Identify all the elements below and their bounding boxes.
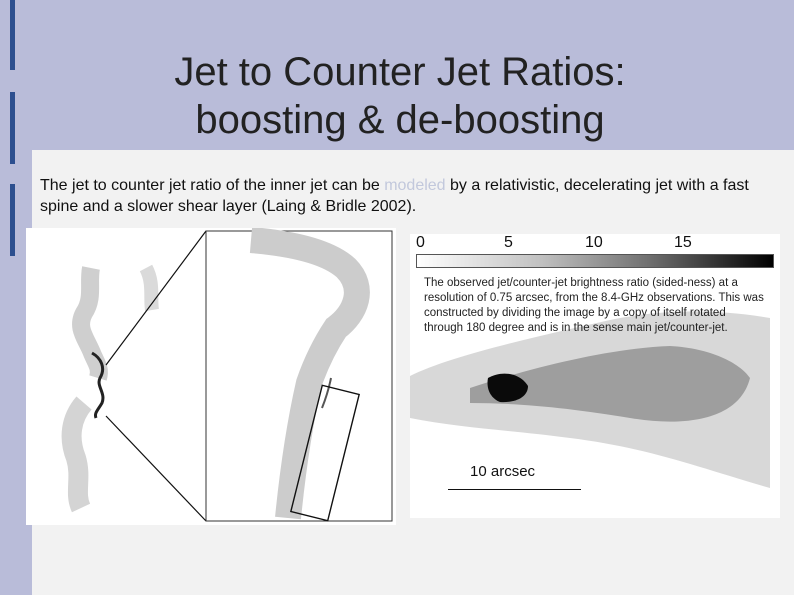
radio-jet-figure bbox=[26, 228, 396, 525]
content-area bbox=[32, 150, 794, 595]
edge-bar-middle bbox=[10, 92, 15, 164]
modeled-link[interactable]: modeled bbox=[384, 177, 446, 194]
scale-tick-10: 10 bbox=[585, 234, 603, 251]
color-scale-bar bbox=[416, 254, 774, 268]
edge-bar-bottom bbox=[10, 184, 15, 256]
radio-jet-image bbox=[26, 228, 396, 525]
body-text bbox=[40, 175, 780, 217]
scale-tick-5: 5 bbox=[504, 234, 513, 251]
sidedness-image-panel bbox=[410, 234, 780, 518]
scale-bar-line bbox=[448, 489, 581, 490]
figure-caption: The observed jet/counter-jet brightness ratio (sided-ness) at a resolution of 0.75 arcsec, from the 8.4-GHz observations. This was constructed by dividing the image by a copy of itself rotated through 180 degree and is in the sense main jet/counter-jet. bbox=[424, 277, 764, 334]
body-text-end: by a relativistic, decelerating jet with a fast spine and a slower shear layer (Laing & Bridle 2002). bbox=[40, 177, 749, 215]
scale-bar-label: 10 arcsec bbox=[470, 463, 536, 480]
scale-tick-0: 0 bbox=[416, 234, 425, 251]
edge-bar-top bbox=[10, 0, 15, 70]
slide-title bbox=[100, 48, 700, 144]
radio-lobe-lower bbox=[72, 403, 84, 508]
scale-tick-15: 15 bbox=[674, 234, 692, 251]
title-line-2: boosting & de-boosting bbox=[195, 98, 605, 142]
body-text-start: The jet to counter jet ratio of the inner jet can be bbox=[40, 177, 385, 194]
title-line-1: Jet to Counter Jet Ratios: bbox=[174, 50, 626, 94]
